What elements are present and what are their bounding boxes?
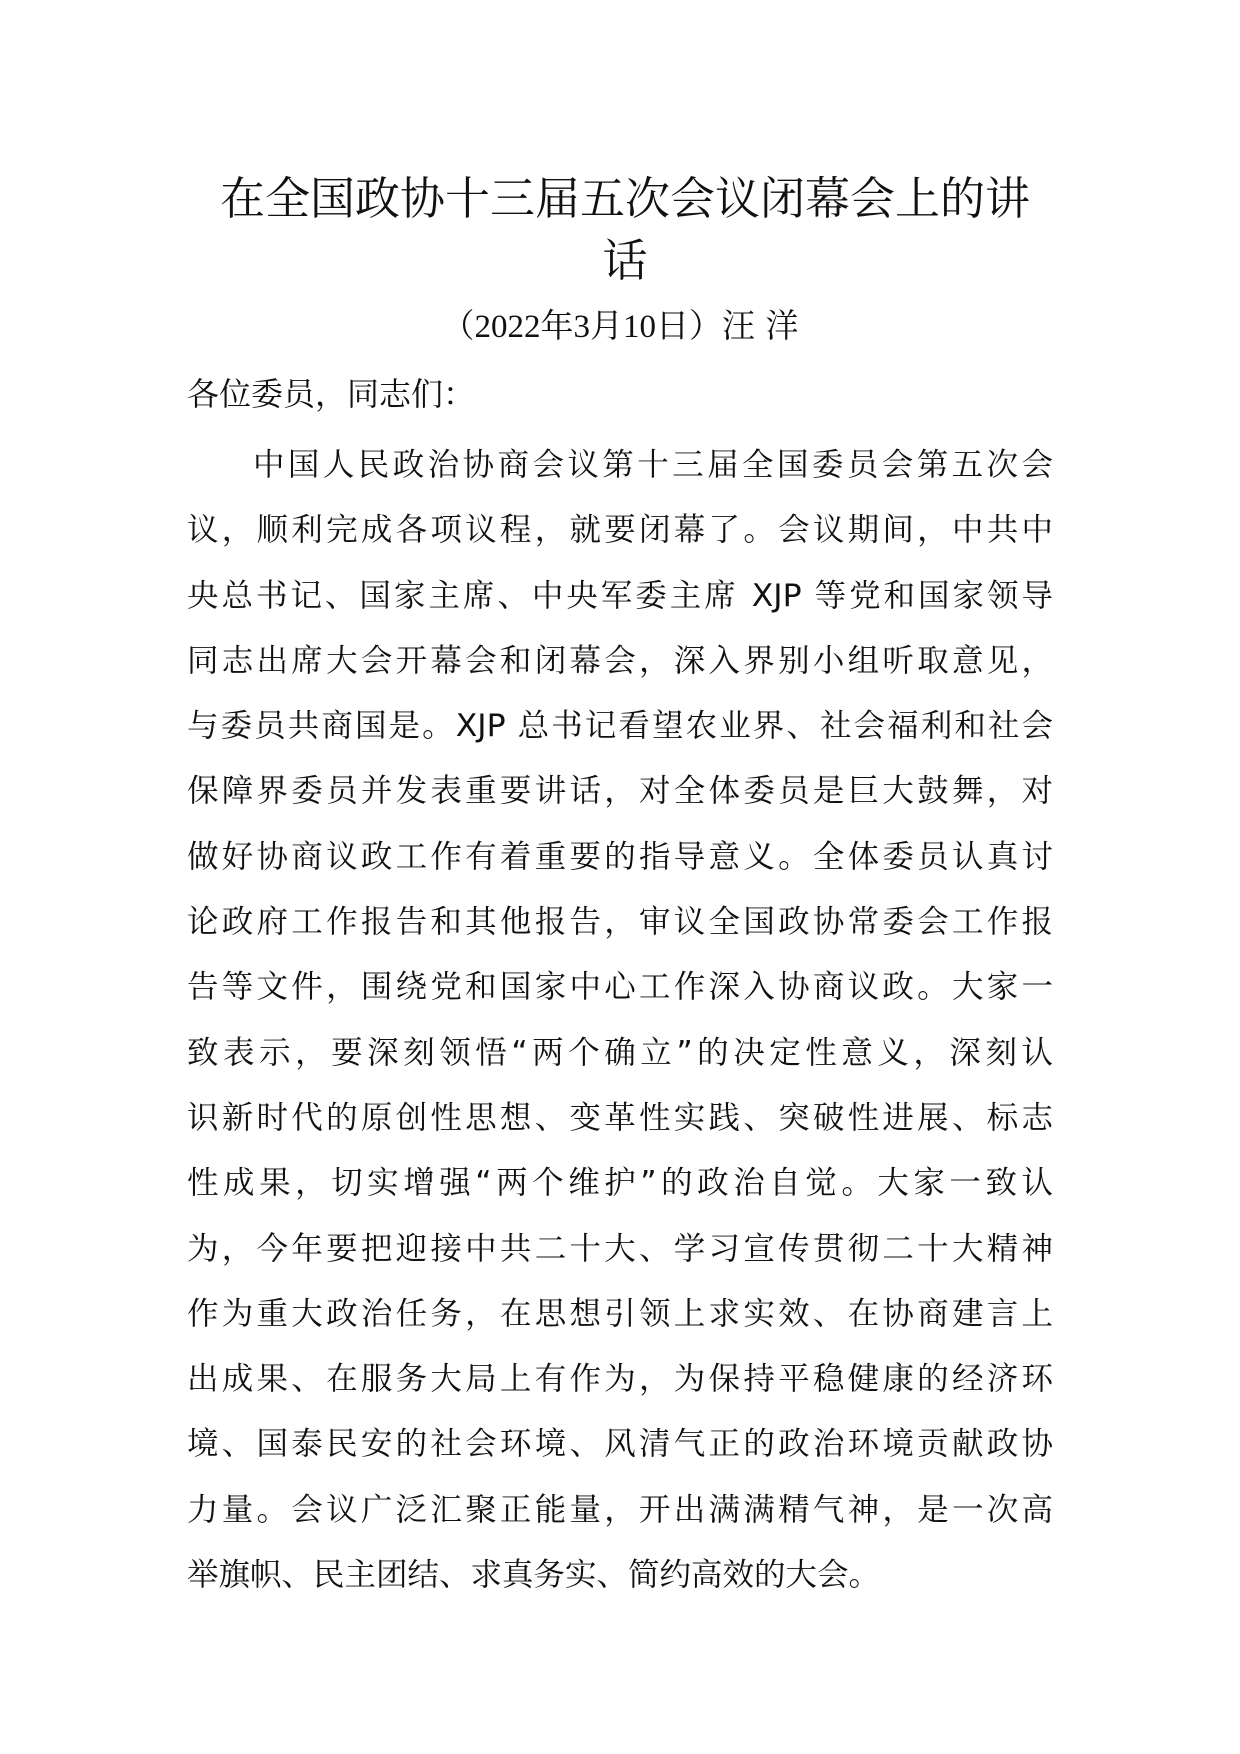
paragraph-line: 做好协商议政工作有着重要的指导意义。全体委员认真讨 (187, 838, 1053, 875)
paragraph-line: 力量。会议广泛汇聚正能量，开出满满精气神，是一次高 (187, 1491, 1053, 1528)
paragraph-line: 出成果、在服务大局上有作为，为保持平稳健康的经济环 (187, 1361, 1053, 1398)
paragraph-line: 为，今年要把迎接中共二十大、学习宣传贯彻二十大精神 (187, 1230, 1053, 1267)
byline-author: 汪 洋 (722, 306, 799, 345)
paragraph-line: 致表示，要深刻领悟“两个确立”的决定性意义，深刻认 (187, 1034, 1053, 1071)
paragraph-line: 议，顺利完成各项议程，就要闭幕了。会议期间，中共中 (187, 512, 1053, 549)
body-paragraph (187, 433, 1067, 1608)
paragraph-line: 举旗帜、民主团结、求真务实、简约高效的大会。 (187, 1557, 881, 1594)
byline-open-paren: （ (441, 306, 475, 345)
title-line-1: 在全国政协十三届五次会议闭幕会上的讲 (219, 172, 1030, 225)
title-line-2: 话 (602, 234, 648, 287)
paragraph-line: 央总书记、国家主席、中央军委主席 XJP 等党和国家领导 (187, 577, 1053, 614)
byline-year: 2022 (474, 309, 541, 345)
date-author-line (190, 302, 1050, 351)
byline-day-char: 日 (656, 306, 689, 345)
paragraph-line: 性成果，切实增强“两个维护”的政治自觉。大家一致认 (187, 1165, 1053, 1202)
paragraph-line: 境、国泰民安的社会环境、风清气正的政治环境贡献政协 (187, 1426, 1053, 1463)
salutation: 各位委员，同志们： (187, 375, 476, 413)
paragraph-line: 作为重大政治任务，在思想引领上求实效、在协商建言上 (187, 1295, 1053, 1332)
byline-year-char: 年 (540, 306, 574, 345)
paragraph-line: 告等文件，围绕党和国家中心工作深入协商议政。大家一 (187, 969, 1053, 1006)
paragraph-line: 识新时代的原创性思想、变革性实践、突破性进展、标志 (187, 1099, 1053, 1136)
document-title (195, 168, 1055, 292)
paragraph-line: 论政府工作报告和其他报告，审议全国政协常委会工作报 (187, 904, 1053, 941)
byline-day: 10 (623, 309, 656, 345)
paragraph-line: 与委员共商国是。XJP 总书记看望农业界、社会福利和社会 (187, 708, 1053, 745)
byline-close-paren: ） (689, 306, 722, 345)
paragraph-line: 保障界委员并发表重要讲话，对全体委员是巨大鼓舞，对 (187, 773, 1053, 810)
paragraph-line: 中国人民政治协商会议第十三届全国委员会第五次会 (253, 447, 1053, 483)
byline-month: 3 (573, 309, 590, 345)
paragraph-line: 同志出席大会开幕会和闭幕会，深入界别小组听取意见， (187, 642, 1053, 679)
byline-month-char: 月 (590, 306, 623, 345)
